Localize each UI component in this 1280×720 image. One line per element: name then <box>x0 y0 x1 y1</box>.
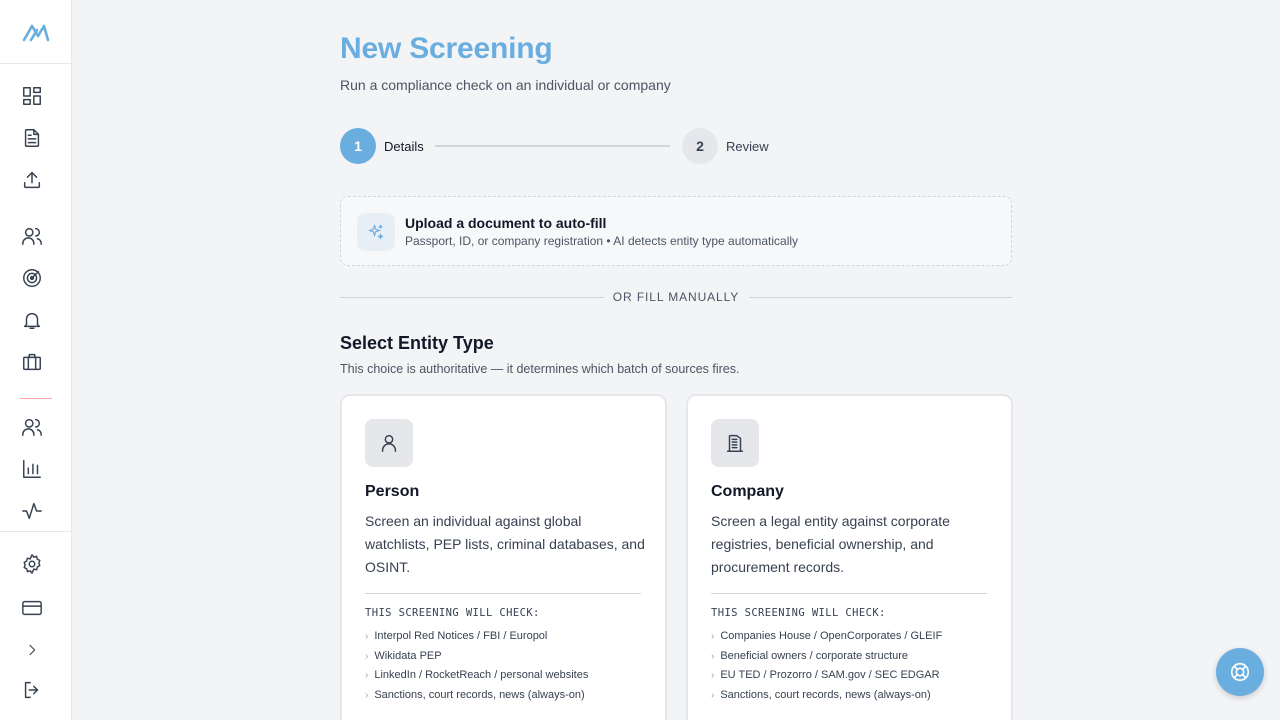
card-description: Screen an individual against global watchlists, PEP lists, criminal databases, and OSINT. <box>365 513 645 575</box>
sidebar-item-documents[interactable] <box>16 122 48 154</box>
or-divider-label: OR FILL MANUALLY <box>612 290 740 304</box>
sidebar-item-cases[interactable] <box>16 346 48 378</box>
entity-card-company[interactable] <box>686 394 1013 720</box>
chevron-right-icon: › <box>365 690 369 702</box>
sidebar-item-dashboard[interactable] <box>16 80 48 112</box>
sparkle-icon <box>367 223 385 241</box>
list-item <box>365 647 588 667</box>
list-item-text: Sanctions, court records, news (always-on) <box>720 689 931 702</box>
credit-card-icon <box>21 597 43 619</box>
chevron-right-icon: › <box>365 650 369 662</box>
dashboard-grid-icon <box>21 85 43 107</box>
chevron-right-icon: › <box>711 670 715 682</box>
step-review[interactable] <box>682 128 769 164</box>
entity-card-person[interactable] <box>340 394 667 720</box>
card-divider <box>711 593 987 594</box>
list-item <box>365 666 588 686</box>
chevron-right-icon: › <box>365 631 369 642</box>
card-check-title: THIS SCREENING WILL CHECK: <box>365 607 540 619</box>
list-item <box>711 627 942 647</box>
sidebar-item-settings[interactable] <box>16 548 48 580</box>
sidebar-item-alerts[interactable] <box>16 304 48 336</box>
sidebar-expand-button[interactable] <box>16 634 48 666</box>
list-item <box>365 686 588 706</box>
upload-title: Upload a document to auto-fill <box>405 215 607 231</box>
lifebuoy-icon <box>1229 661 1251 683</box>
users-icon <box>21 225 43 247</box>
chevron-right-icon: › <box>711 650 715 662</box>
bell-icon <box>21 309 43 331</box>
page-subtitle: Run a compliance check on an individual or company <box>340 77 671 93</box>
chevron-right-icon: › <box>711 690 715 702</box>
gear-icon <box>21 553 43 575</box>
page-title: New Screening <box>340 32 553 65</box>
document-icon <box>21 127 43 149</box>
list-item-text: LinkedIn / RocketReach / personal websites <box>374 669 589 682</box>
card-check-title: THIS SCREENING WILL CHECK: <box>711 607 886 619</box>
divider-line-left <box>340 297 604 298</box>
upload-subtitle: Passport, ID, or company registration • AI detects entity type automatically <box>405 234 799 248</box>
chevron-right-icon <box>24 642 40 658</box>
card-title: Person <box>365 483 420 500</box>
sidebar <box>0 0 72 720</box>
card-check-list <box>365 627 588 706</box>
card-icon-wrapper <box>365 419 413 467</box>
card-check-list <box>711 627 942 706</box>
divider-line-right <box>749 297 1012 298</box>
card-description: Screen a legal entity against corporate registries, beneficial ownership, and procurement records. <box>711 513 950 575</box>
list-item <box>365 627 588 647</box>
chevron-right-icon: › <box>365 670 369 682</box>
help-button[interactable] <box>1216 648 1264 696</box>
person-icon <box>378 432 400 454</box>
list-item <box>711 686 942 706</box>
step-number: 2 <box>682 128 718 164</box>
sidebar-item-upload[interactable] <box>16 164 48 196</box>
step-label: Review <box>726 138 769 154</box>
list-item-text: Interpol Red Notices / FBI / Europol <box>374 630 548 642</box>
radar-icon <box>21 267 43 289</box>
list-item-text: Wikidata PEP <box>374 649 442 662</box>
sidebar-item-team[interactable] <box>16 411 48 443</box>
sidebar-separator <box>0 531 71 532</box>
logout-button[interactable] <box>16 674 48 706</box>
step-label: Details <box>384 138 424 154</box>
upload-icon <box>21 169 43 191</box>
card-icon-wrapper <box>711 419 759 467</box>
list-item-text: EU TED / Prozorro / SAM.gov / SEC EDGAR <box>720 669 940 682</box>
list-item <box>711 647 942 667</box>
sidebar-item-reports[interactable] <box>16 453 48 485</box>
users-icon <box>21 416 43 438</box>
section-title: Select Entity Type <box>340 333 494 353</box>
step-number: 1 <box>340 128 376 164</box>
stepper-connector <box>435 145 670 147</box>
bar-chart-icon <box>21 458 43 480</box>
step-details[interactable] <box>340 128 424 164</box>
sidebar-item-monitoring[interactable] <box>16 262 48 294</box>
upload-icon-wrapper <box>357 213 395 251</box>
brand-logo-icon <box>22 21 50 43</box>
briefcase-icon <box>21 351 43 373</box>
list-item <box>711 666 942 686</box>
sidebar-item-billing[interactable] <box>16 592 48 624</box>
card-title: Company <box>711 483 784 500</box>
chevron-right-icon: › <box>711 631 715 642</box>
building-icon <box>724 432 746 454</box>
card-divider <box>365 593 641 594</box>
sidebar-item-people[interactable] <box>16 220 48 252</box>
brand-logo[interactable] <box>0 0 71 64</box>
sidebar-divider <box>20 398 52 399</box>
section-subtitle: This choice is authoritative — it determines which batch of sources fires. <box>340 362 740 376</box>
sidebar-item-activity[interactable] <box>16 495 48 527</box>
list-item-text: Companies House / OpenCorporates / GLEIF <box>720 630 943 642</box>
list-item-text: Beneficial owners / corporate structure <box>720 649 909 662</box>
list-item-text: Sanctions, court records, news (always-on) <box>374 689 585 702</box>
logout-icon <box>21 679 43 701</box>
document-upload-dropzone[interactable] <box>340 196 1012 266</box>
activity-icon <box>21 500 43 522</box>
